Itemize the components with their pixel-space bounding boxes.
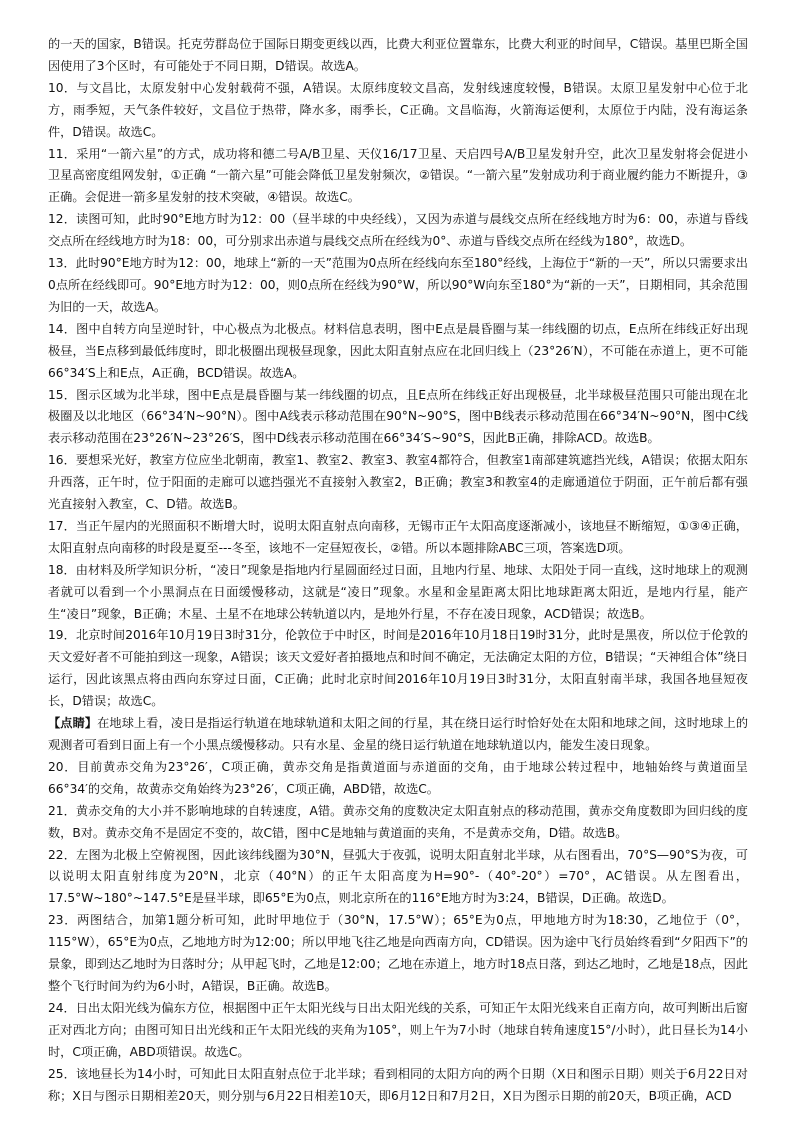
paragraph-q17: 17．当正午屋内的光照面积不断增大时，说明太阳直射点向南移，无锡市正午太阳高度逐渐减小，该地昼不断缩短，①③④正确，太阳直射点向南移的时段是夏至---冬至，该地不一定昼短夜长，②错。所以本题排除ABC三项，答案选D项。 [48, 518, 748, 555]
paragraph-q25: 25．该地昼长为14小时，可知此日太阳直射点位于北半球；看到相同的太阳方向的两个日期（X日和图示日期）则关于6月22日对称；X日与图示日期相差20天，则分别与6月22日相差10天，即6月12日和7月2日，X日为图示日期的前20天，B项正确，ACD [48, 1066, 748, 1103]
paragraph-q20: 20．目前黄赤交角为23°26′，C项正确，黄赤交角是指黄道面与赤道面的交角，由于地球公转过程中，地轴始终与黄道面呈66°34′的交角，故黄赤交角始终为23°26′，C项正确，ABD错，故选C。 [48, 759, 748, 796]
paragraph-tip [48, 713, 748, 757]
paragraph-q11: 11．采用“一箭六星”的方式，成功将和德二号A/B卫星、天仪16/17卫星、天启四号A/B卫星发射升空，此次卫星发射将会促进小卫星高密度组网发射，①正确 “一箭六星”可能会降低卫星发射频次，②错误。“一箭六星”发射成功利于商业履约能力不断提升，③正确。会促进一箭多星发射的技术突破，④错误。故选C。 [48, 146, 748, 205]
paragraph-q23: 23．两图结合，加第1题分析可知，此时甲地位于（30°N，17.5°W）；65°E为0点，甲地地方时为18:30，乙地位于（0°，115°W），65°E为0点，乙地地方时为12:00；所以甲地飞往乙地是向西南方向，CD错误。因为途中飞行员始终看到“夕阳西下”的景象，即到达乙地时为日落时分；从甲起飞时，乙地是12:00；乙地在赤道上，地方时18点日落，到达乙地时，乙地是18点，因此整个飞行时间为约为6小时，A错误，B正确。故选B。 [48, 913, 748, 993]
paragraph-q15: 15．图示区域为北半球，图中E点是晨昏圈与某一纬线圈的切点，且E点所在纬线正好出现极昼，北半球极昼范围只可能出现在北极圈及以北地区（66°34′N~90°N）。图中A线表示移动范围在90°N~90°S，图中B线表示移动范围在66°34′N~90°N，图中C线表示移动范围在23°26′N~23°26′S，图中D线表示移动范围在66°34′S~90°S，因此B正确，排除ACD。故选B。 [48, 387, 748, 446]
paragraph-q24: 24．日出太阳光线为偏东方位，根据图中正午太阳光线与日出太阳光线的关系，可知正午太阳光线来自正南方向，故可判断出后窗正对西北方向；由图可知日出光线和正午太阳光线的夹角为105°，则上午为7小时（地球自转角速度15°/小时），此日昼长为14小时，C项正确，ABD项错误。故选C。 [48, 1000, 748, 1059]
paragraph-q22: 22．左图为北极上空俯视图，因此该纬线圈为30°N，昼弧大于夜弧，说明太阳直射北半球，从右图看出，70°S—90°S为夜，可以说明太阳直射纬度为20°N，北京（40°N）的正午太阳高度为H=90°-（40°-20°）=70°，AC错误。从左图看出，17.5°W~180°~147.5°E是昼半球，即65°E为0点，则北京所在的116°E地方时为3:24，B错误，D正确。故选D。 [48, 847, 748, 906]
paragraph-q18: 18．由材料及所学知识分析，“凌日”现象是指地内行星圆面经过日面，且地内行星、地球、太阳处于同一直线，这时地球上的观测者就可以看到一个小黑洞点在日面缓慢移动，这就是“凌日”现象。水星和金星距离太阳比地球距离太阳近，是地内行星，能产生“凌日”现象，B正确；木星、土星不在地球公转轨道以内，是地外行星，不存在凌日现象，ACD错误；故选B。 [48, 562, 748, 621]
paragraph-q21: 21．黄赤交角的大小并不影响地球的自转速度，A错。黄赤交角的度数决定太阳直射点的移动范围，黄赤交角度数即为回归线的度数，B对。黄赤交角不是固定不变的，故C错，图中C是地轴与黄道面的夹角，不是黄赤交角，D错。故选B。 [48, 803, 748, 840]
tip-text: 在地球上看，凌日是指运行轨道在地球轨道和太阳之间的行星，其在绕日运行时恰好处在太阳和地球之间，这时地球上的观测者可看到日面上有一个小黑点缓慢移动。只有水星、金星的绕日运行轨道在地球轨道以内，能发生凌日现象。 [48, 716, 749, 752]
paragraph-continued: 的一天的国家，B错误。托克劳群岛位于国际日期变更线以西，比费大利亚位置靠东，比费大利亚的时间早，C错误。基里巴斯全国因使用了3个区时，有可能处于不同日期，D错误。故选A。 [48, 37, 748, 73]
paragraph-q10: 10．与文昌比，太原发射中心发射载荷不强，A错误。太原纬度较文昌高，发射线速度较慢，B错误。太原卫星发射中心位于北方，雨季短，天气条件较好，文昌位于热带，降水多，雨季长，C正确。文昌临海，火箭海运便利，太原位于内陆，没有海运条件，D错误。故选C。 [48, 80, 748, 139]
paragraph-q12: 12．读图可知，此时90°E地方时为12：00（昼半球的中央经线），又因为赤道与晨线交点所在经线地方时为6：00，赤道与昏线交点所在经线地方时为18：00，可分别求出赤道与晨线交点所在经线为0°、赤道与昏线交点所在经线为180°，故选D。 [48, 212, 748, 249]
paragraph-q19: 19．北京时间2016年10月19日3时31分，伦敦位于中时区，时间是2016年10月18日19时31分，此时是黑夜，所以位于伦敦的天文爱好者不可能拍到这一现象，A错误；该天文爱好者拍摄地点和时间不确定，无法确定太阳的方位，B错误；“天神组合体”绕日运行，因此该黑点将由西向东穿过日面，C正确；此时北京时间2016年10月19日3时31分，太阳直射南半球，我国各地昼短夜长，D错误；故选C。 [48, 628, 748, 709]
paragraph-q14: 14．图中自转方向呈逆时针，中心极点为北极点。材料信息表明，图中E点是晨昏圈与某一纬线圈的切点，E点所在纬线正好出现极昼，当E点移到最低纬度时，即北极圈出现极昼现象，因此太阳直射点应在北回归线上（23°26′N），不可能在赤道上，更不可能66°34′S上和E点，A正确，BCD错误。故选A。 [48, 321, 748, 380]
paragraph-q13: 13．此时90°E地方时为12：00，地球上“新的一天”范围为0点所在经线向东至180°经线，上海位于“新的一天”，所以只需要求出0点所在经线即可。90°E地方时为12：00，则0点所在经线为90°W，所以90°W向东至180°为“新的一天”，日期相同，其余范围为旧的一天，故选A。 [48, 256, 748, 314]
tip-label: 【点睛】 [48, 716, 98, 731]
paragraph-q16: 16．要想采光好，教室方位应坐北朝南，教室1、教室2、教室3、教室4都符合，但教室1南部建筑遮挡光线，A错误；依据太阳东升西落，正午时，位于阳面的走廊可以遮挡强光不直接射入教室2，B正确；教室3和教室4的走廊通道位于阴面，正午前后都有强光直接射入教室，C、D错。故选B。 [48, 453, 748, 512]
